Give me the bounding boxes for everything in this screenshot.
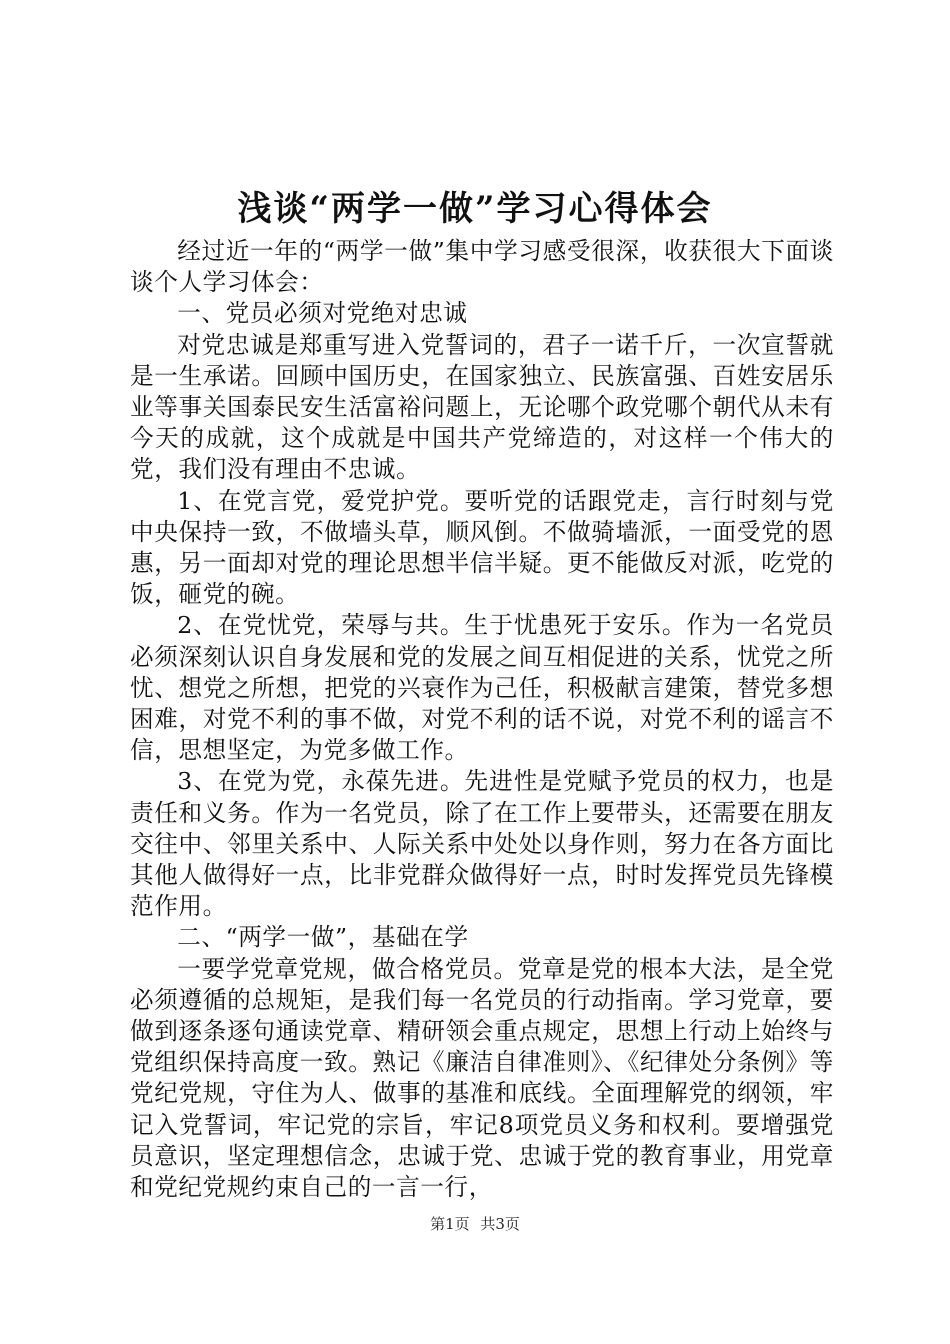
page-number-current: 第1页 <box>430 1215 470 1233</box>
section-heading-2: 二、“两学一做”，基础在学 <box>177 923 469 952</box>
intro-paragraph: 经过近一年的“两学一做”集中学习感受很深，收获很大下面谈谈个人学习体会： <box>130 237 834 297</box>
page-number-total: 共3页 <box>480 1215 520 1233</box>
section-heading-1: 一、党员必须对党绝对忠诚 <box>177 299 468 328</box>
document-body <box>130 236 834 1203</box>
paragraph-loyalty: 对党忠诚是郑重写进入党誓词的，君子一诺千斤，一次宣誓就是一生承诺。回顾中国历史，在国家独立、民族富强、百姓安居乐业等事关国泰民安生活富裕问题上，无论哪个政党哪个朝代从未有今天的成就，这个成就是中国共产党缔造的，对这样一个伟大的党，我们没有理由不忠诚。 <box>130 330 834 484</box>
paragraph-point-2: 2、在党忧党，荣辱与共。生于忧患死于安乐。作为一名党员必须深刻认识自身发展和党的发展之间互相促进的关系，忧党之所忧、想党之所想，把党的兴衰作为己任，积极献言建策，替党多想困难，对党不利的事不做，对党不利的话不说，对党不利的谣言不信，思想坚定，为党多做工作。 <box>130 611 834 765</box>
document-title: 浅谈“两学一做”学习心得体会 <box>237 189 713 229</box>
paragraph-point-1: 1、在党言党，爱党护党。要听党的话跟党走，言行时刻与党中央保持一致，不做墙头草，顺风倒。不做骑墙派，一面受党的恩惠，另一面却对党的理论思想半信半疑。更不能做反对派，吃党的饭，砸党的碗。 <box>130 486 834 609</box>
paragraph-point-3: 3、在党为党，永葆先进。先进性是党赋予党员的权力，也是责任和义务。作为一名党员，除了在工作上要带头，还需要在朋友交往中、邻里关系中、人际关系中处处以身作则，努力在各方面比其他人做得好一点，比非党群众做得好一点，时时发挥党员先锋模范作用。 <box>130 767 834 921</box>
page-footer <box>0 1214 950 1234</box>
paragraph-study-charter: 一要学党章党规，做合格党员。党章是党的根本大法，是全党必须遵循的总规矩，是我们每一名党员的行动指南。学习党章，要做到逐条逐句通读党章、精研领会重点规定，思想上行动上始终与党组织保持高度一致。熟记《廉洁自律准则》、《纪律处分条例》等党纪党规，守住为人、做事的基准和底线。全面理解党的纲领，牢记入党誓词，牢记党的宗旨，牢记8项党员义务和权利。要增强党员意识，坚定理想信念，忠诚于党、忠诚于党的教育事业，用党章和党纪党规约束自己的一言一行， <box>130 954 834 1202</box>
